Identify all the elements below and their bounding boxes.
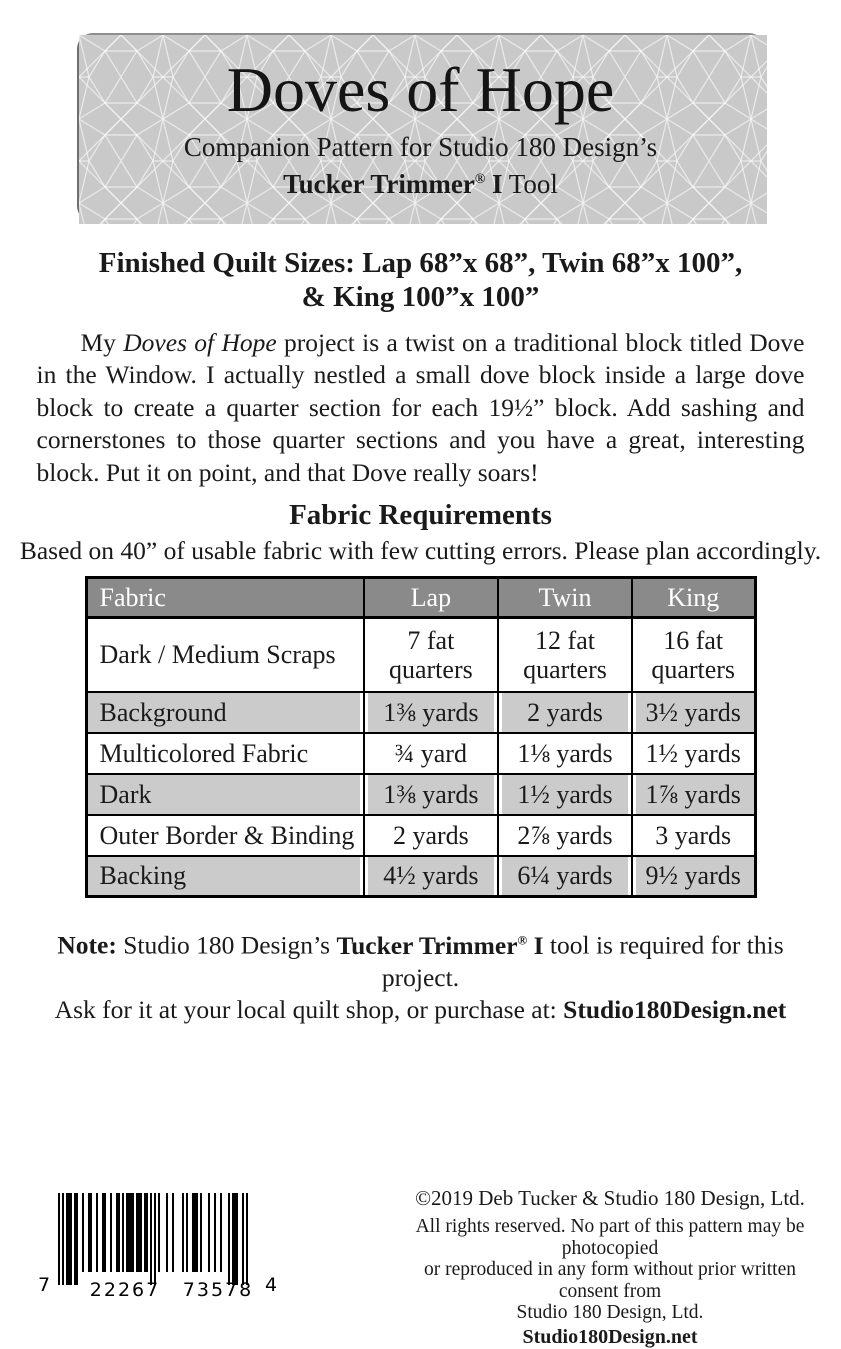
intro-pattern-name-italic: Doves of Hope [123, 328, 277, 357]
tool-required-note [26, 924, 816, 1026]
finished-sizes-line1: Finished Quilt Sizes: Lap 68”x 68”, Twin 68”x 100”, [98, 247, 743, 279]
fabric-requirements-heading: Fabric Requirements [289, 499, 552, 532]
tool-name-bold: Tucker Trimmer [283, 168, 475, 199]
table-row [86, 618, 755, 692]
note-line2-pre: Ask for it at your local quilt shop, or purchase at: [54, 994, 564, 1024]
column-header-fabric: Fabric [86, 578, 364, 618]
note-tool-bold: Tucker Trimmer [336, 930, 518, 960]
rights-line-2: or reproduced in any form without prior written consent from [423, 1259, 797, 1302]
yardage-cell: 2 yards [498, 692, 632, 733]
fabric-requirements-table [85, 576, 757, 898]
fabric-name-cell: Background [86, 692, 364, 733]
table-row [86, 856, 755, 897]
yardage-cell: 1½ yards [498, 774, 632, 815]
intro-rest: project is a twist on a traditional block titled Dove in the Window. I actually nestled a small dove block inside a large dove block to create a quarter section for each 19½” block. Add sashing and cornerstones to those quarter sections and you have a great, interesting block. Put it on point, and that Dove really soars! [36, 328, 805, 487]
yardage-cell: 4½ yards [364, 856, 498, 897]
tool-name-suffix: Tool [502, 168, 558, 199]
upc-barcode [38, 1191, 278, 1311]
note-line2 [26, 994, 816, 1026]
note-registered-mark: ® [517, 932, 528, 948]
rights-line-3: Studio 180 Design, Ltd. [516, 1302, 704, 1323]
table-row [86, 733, 755, 774]
copyright-line: ©2019 Deb Tucker & Studio 180 Design, Ltd. [415, 1186, 805, 1210]
yardage-cell: 1⅛ yards [498, 733, 632, 774]
note-line1 [26, 924, 816, 994]
table-header-row [86, 578, 755, 618]
yardage-cell: 6¼ yards [498, 856, 632, 897]
barcode-svg [58, 1193, 258, 1287]
fabric-name-cell: Backing [86, 856, 364, 897]
intro-paragraph [37, 327, 805, 489]
fabric-table-body [86, 618, 755, 897]
column-header-king: King [632, 578, 755, 618]
yardage-cell: 2⅞ yards [498, 815, 632, 856]
note-before-tool: Studio 180 Design’s [116, 930, 337, 960]
note-line1-rest: tool is required for this project. [381, 930, 784, 992]
table-row [86, 692, 755, 733]
banner-content [79, 35, 763, 220]
barcode-right-digits: 73578 [182, 1279, 254, 1301]
fabric-name-cell: Dark / Medium Scraps [86, 618, 364, 692]
column-header-lap: Lap [364, 578, 498, 618]
tool-name-line [283, 164, 558, 200]
column-header-twin: Twin [498, 578, 632, 618]
intro-lead: My [80, 328, 124, 357]
yardage-cell: 1⅞ yards [632, 774, 755, 815]
fabric-name-cell: Multicolored Fabric [86, 733, 364, 774]
tool-name-numeral: I [485, 168, 503, 199]
yardage-cell: 2 yards [364, 815, 498, 856]
yardage-cell: 16 fat quarters [632, 618, 755, 692]
yardage-cell: 1½ yards [632, 733, 755, 774]
barcode-left-digits: 22267 [89, 1279, 161, 1301]
pattern-back-cover [0, 33, 841, 1348]
yardage-cell: ¾ yard [364, 733, 498, 774]
copyright-block [405, 1185, 815, 1349]
yardage-cell: 1⅜ yards [364, 774, 498, 815]
table-row [86, 815, 755, 856]
rights-line-1: All rights reserved. No part of this pattern may be photocopied [415, 1216, 805, 1259]
fabric-basis-note: Based on 40” of usable fabric with few cutting errors. Please plan accordingly. [19, 536, 822, 566]
fabric-name-cell: Dark [86, 774, 364, 815]
yardage-cell: 1⅜ yards [364, 692, 498, 733]
table-row [86, 774, 755, 815]
yardage-cell: 3½ yards [632, 692, 755, 733]
yardage-cell: 9½ yards [632, 856, 755, 897]
yardage-cell: 12 fat quarters [498, 618, 632, 692]
footer-website: Studio180Design.net [522, 1325, 698, 1348]
barcode-check-digit: 4 [265, 1274, 278, 1296]
note-tool-numeral: I [527, 930, 544, 960]
note-label: Note: [57, 930, 117, 960]
finished-sizes-heading [0, 246, 841, 314]
yardage-cell: 3 yards [632, 815, 755, 856]
registered-mark: ® [474, 171, 486, 187]
yardage-cell: 7 fat quarters [364, 618, 498, 692]
barcode-system-digit: 7 [38, 1274, 51, 1296]
note-website: Studio180Design.net [563, 994, 787, 1024]
finished-sizes-line2: & King 100”x 100” [301, 281, 540, 313]
fabric-name-cell: Outer Border & Binding [86, 815, 364, 856]
pattern-subtitle: Companion Pattern for Studio 180 Design’s [183, 131, 658, 162]
pattern-title: Doves of Hope [226, 53, 615, 125]
title-banner [77, 33, 765, 222]
